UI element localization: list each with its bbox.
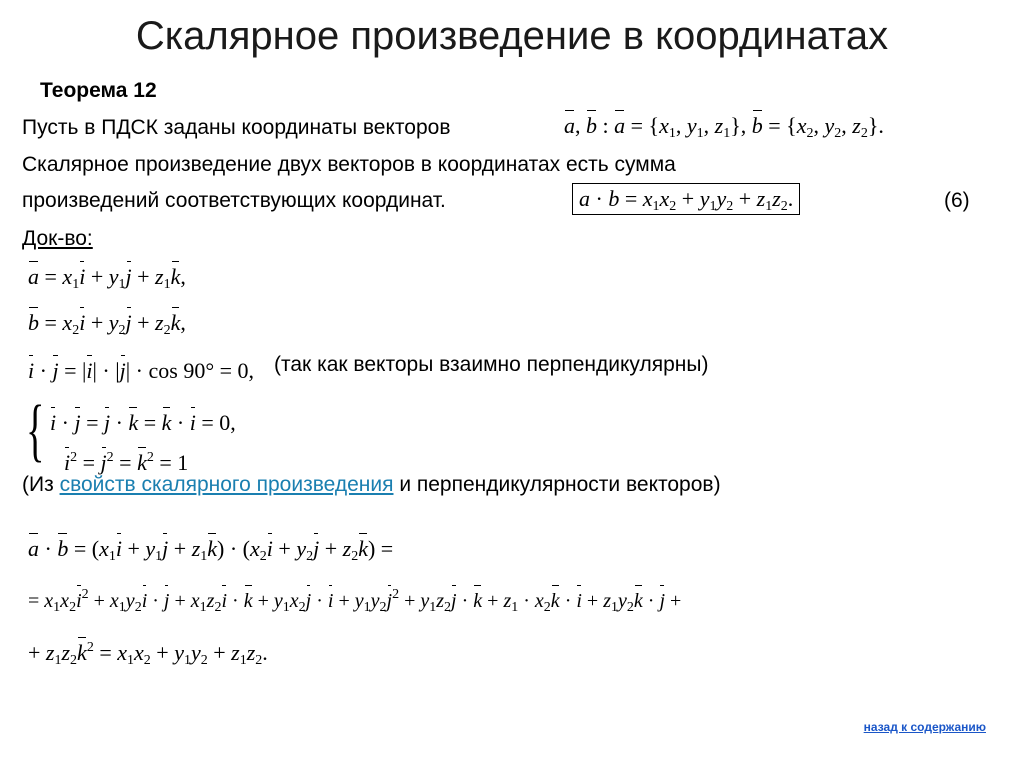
expansion-line-2: = $x_1x_2i^2 + x_1y_2i \cdot j + x_1z_2i \cdot k + y_1x_2j \cdot i + y_1y_2j^2 + y_1z_2j \cdot k + z_1 \cdot x_2k \cdot i + z_1y_2k \cdot j$ +	[28, 587, 682, 615]
properties-line	[22, 472, 721, 498]
system-line-1: i · j = j · k = k · i = 0,	[50, 410, 236, 435]
statement-line-1: Пусть в ПДСК заданы координаты векторов	[22, 116, 451, 139]
properties-open: (Из	[22, 473, 60, 496]
back-to-contents-link[interactable]: назад к содержанию	[863, 720, 986, 734]
system-brace: {	[26, 392, 45, 469]
orthogonality-formula: i · j = |i| · |j| · cos 90° = 0,	[28, 358, 255, 383]
expansion-line-3: + $z_1z_2k^2 = x_1x_2 + y_1y_2 + z_1z_2$.	[28, 640, 268, 668]
vector-b-decomposition: $b = x_2i + y_2j + z_2k$,	[28, 310, 186, 338]
properties-rest: и перпендикулярности векторов)	[393, 473, 721, 496]
vector-a-decomposition: $a = x_1i + y_1j + z_1k$,	[28, 264, 186, 292]
system-line-2: $i^2 = j^2 = k^2 = 1$	[64, 450, 189, 475]
perpendicular-note: (так как векторы взаимно перпендикулярны)	[274, 353, 709, 376]
statement-line-3: произведений соответствующих координат.	[22, 189, 446, 212]
expansion-line-1: $a \cdot b = (x_1i + y_1j + z_1k) \cdot (x_2i + y_2j + z_2k)$ =	[28, 536, 394, 564]
theorem-label: Теорема 12	[40, 79, 157, 102]
equation-number: (6)	[944, 189, 970, 212]
proof-label: Док-во:	[22, 227, 93, 250]
main-formula-box: $a \cdot b = x_1x_2 + y_1y_2 + z_1z_2$.	[572, 183, 800, 215]
vector-definition-formula: a, b : $a = \{x_1$, $y_1$, $z_1$}, $b = \{x_2$, $y_2$, $z_2$}.	[564, 113, 884, 141]
statement-line-2: Скалярное произведение двух векторов в координатах есть сумма	[22, 153, 676, 176]
slide-title: Скалярное произведение в координатах	[135, 14, 889, 58]
properties-link[interactable]: свойств скалярного произведения	[59, 473, 394, 496]
